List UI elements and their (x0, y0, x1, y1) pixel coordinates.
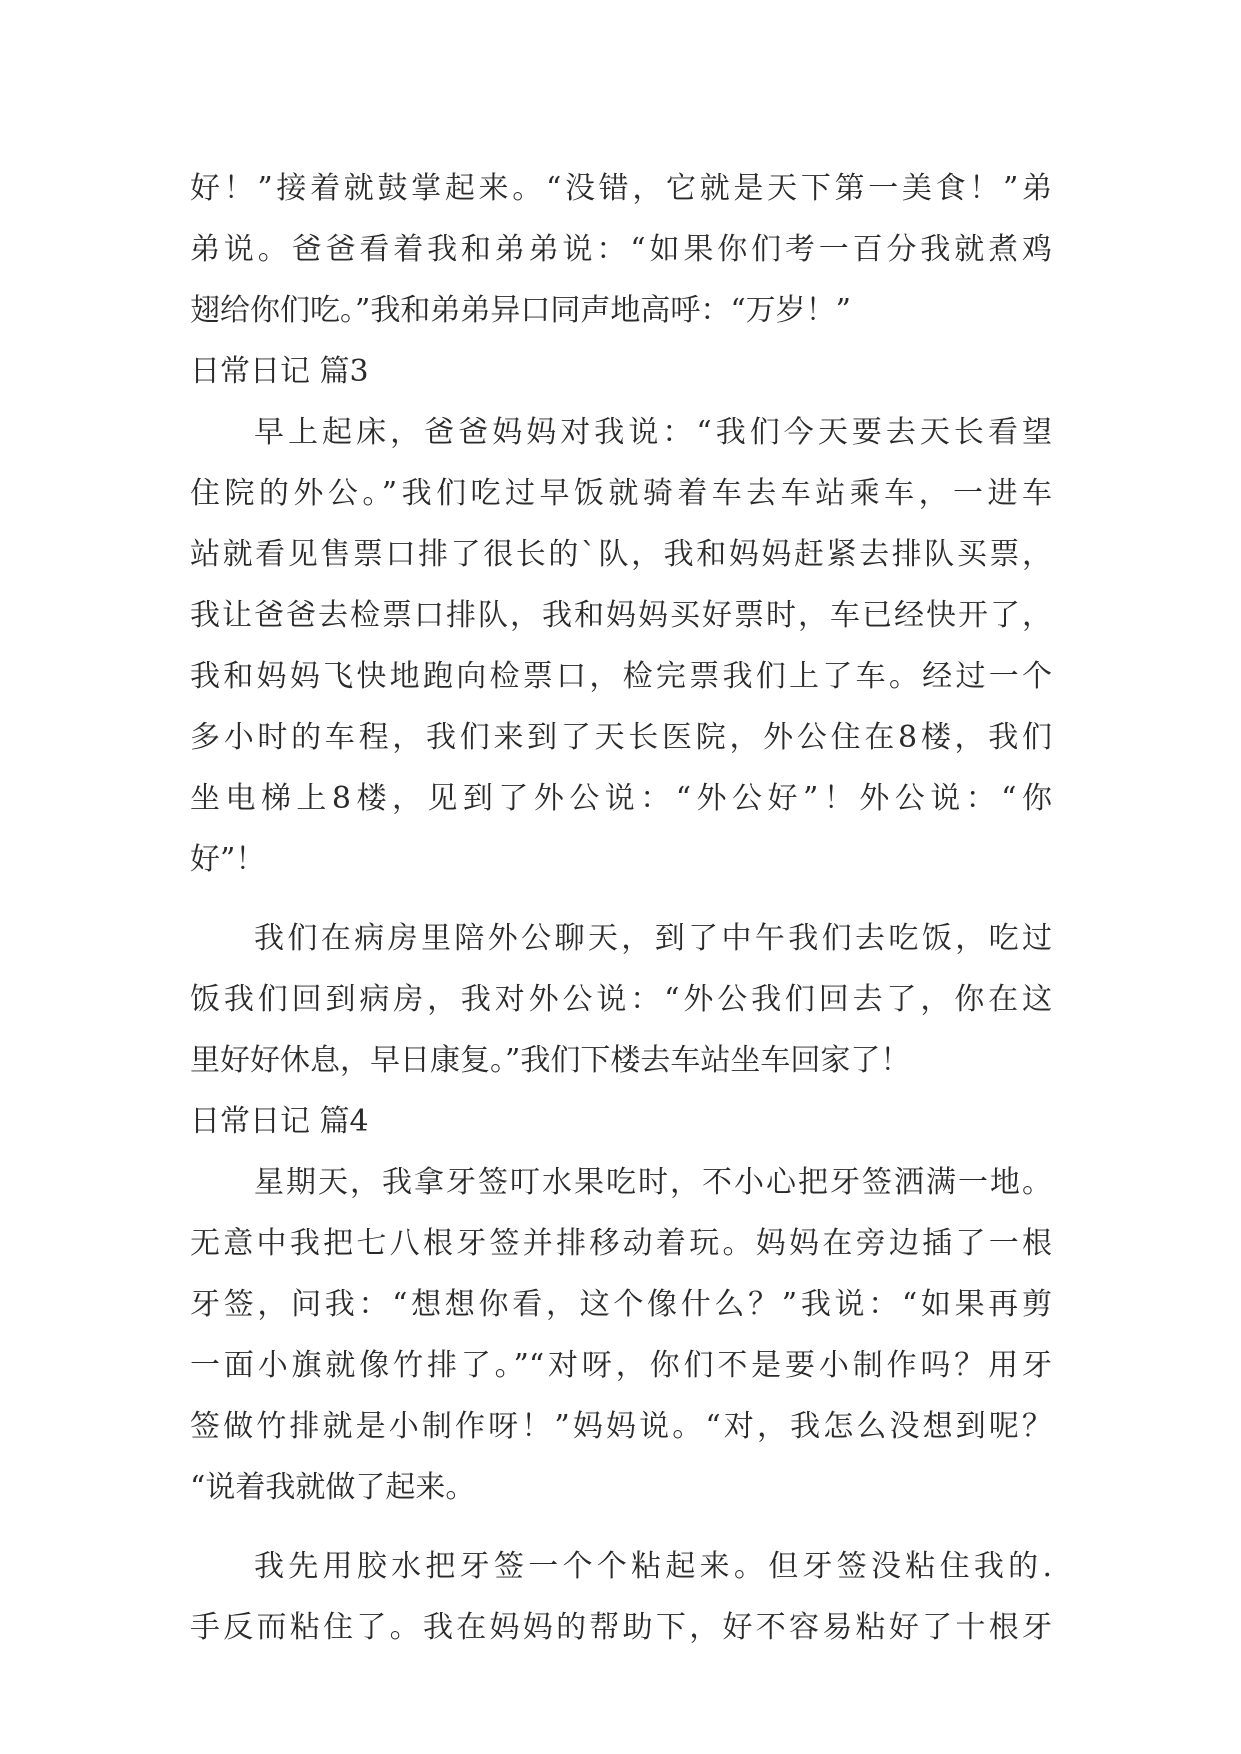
paragraph (190, 158, 1052, 341)
text-line: 早上起床，爸爸妈妈对我说：“我们今天要去天长看望 (254, 415, 1052, 450)
text-line: 手反而粘住了。我在妈妈的帮助下，好不容易粘好了十根牙 (190, 1610, 1052, 1645)
text-line: 牙签，问我：“想想你看，这个像什么？”我说：“如果再剪 (190, 1287, 1052, 1322)
text-line: 好”！ (190, 842, 266, 877)
document-body (190, 158, 1052, 1658)
paragraph (190, 1536, 1052, 1658)
paragraph-gap (190, 1518, 1052, 1536)
text-line: 无意中我把七八根牙签并排移动着玩。妈妈在旁边插了一根 (190, 1226, 1052, 1261)
paragraph (190, 908, 1052, 1091)
section-heading-3: 日常日记 篇3 (190, 354, 369, 389)
text-line: 我和妈妈飞快地跑向检票口，检完票我们上了车。经过一个 (190, 659, 1052, 694)
text-line: 站就看见售票口排了很长的`队，我和妈妈赶紧去排队买票， (190, 537, 1052, 572)
text-line: 住院的外公。”我们吃过早饭就骑着车去车站乘车，一进车 (190, 476, 1052, 511)
text-line: 签做竹排就是小制作呀！”妈妈说。“对，我怎么没想到呢？ (190, 1409, 1052, 1444)
text-line: 坐电梯上8楼，见到了外公说：“外公好”！外公说：“你 (190, 781, 1052, 816)
paragraph (190, 1152, 1052, 1518)
section-heading-4: 日常日记 篇4 (190, 1104, 369, 1139)
text-line: 一面小旗就像竹排了。”“对呀，你们不是要小制作吗？用牙 (190, 1348, 1052, 1383)
text-line: “说着我就做了起来。 (190, 1470, 476, 1505)
paragraph-gap (190, 890, 1052, 908)
text-line: 翅给你们吃。”我和弟弟异口同声地高呼：“万岁！” (190, 293, 852, 328)
text-line: 我让爸爸去检票口排队，我和妈妈买好票时，车已经快开了， (190, 598, 1052, 633)
text-line: 星期天，我拿牙签叮水果吃时，不小心把牙签洒满一地。 (254, 1165, 1052, 1200)
text-line: 我先用胶水把牙签一个个粘起来。但牙签没粘住我的. (254, 1549, 1052, 1584)
text-line: 里好好休息，早日康复。”我们下楼去车站坐车回家了！ (190, 1043, 911, 1078)
text-line: 好！”接着就鼓掌起来。“没错，它就是天下第一美食！”弟 (190, 171, 1052, 206)
text-line: 弟说。爸爸看着我和弟弟说：“如果你们考一百分我就煮鸡 (190, 232, 1052, 267)
paragraph (190, 402, 1052, 890)
text-line: 我们在病房里陪外公聊天，到了中午我们去吃饭，吃过 (254, 921, 1052, 956)
text-line: 饭我们回到病房，我对外公说：“外公我们回去了，你在这 (190, 982, 1052, 1017)
text-line: 多小时的车程，我们来到了天长医院，外公住在8楼，我们 (190, 720, 1052, 755)
